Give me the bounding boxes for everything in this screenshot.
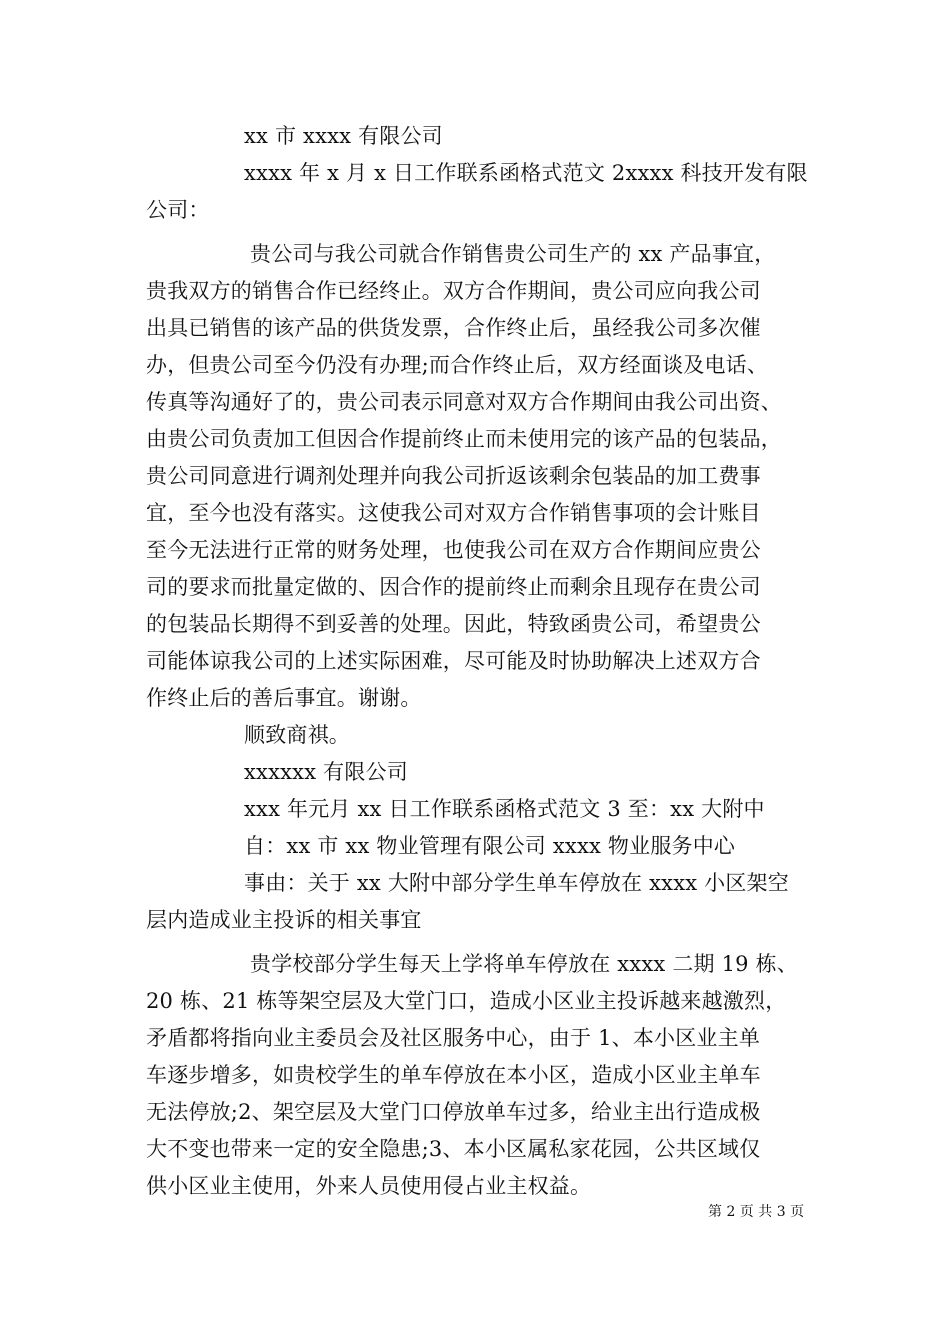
recipient-line: xx 市 xxxx 有限公司 <box>244 124 443 148</box>
subject-line: 事由：关于 xx 大附中部分学生单车停放在 xxxx 小区架空 <box>244 871 789 895</box>
body-line: 出具已销售的该产品的供货发票，合作终止后，虽经我公司多次催 <box>146 316 761 340</box>
body-line: 司能体谅我公司的上述实际困难，尽可能及时协助解决上述双方合 <box>146 649 761 673</box>
body-line: 由贵公司负责加工但因合作提前终止而未使用完的该产品的包装品， <box>146 427 782 451</box>
spacer <box>146 229 806 236</box>
body-line: 贵公司同意进行调剂处理并向我公司折返该剩余包装品的加工费事 <box>146 464 761 488</box>
body-line: 车逐步增多，如贵校学生的单车停放在本小区，造成小区业主单车 <box>146 1063 761 1087</box>
body-line: 无法停放;2、架空层及大堂门口停放单车过多，给业主出行造成极 <box>146 1100 761 1124</box>
body-line: 作终止后的善后事宜。谢谢。 <box>146 686 422 710</box>
date-title-line: xxxx 年 x 月 x 日工作联系函格式范文 2xxxx 科技开发有限 <box>244 161 808 185</box>
body-line: 贵我双方的销售合作已经终止。双方合作期间，贵公司应向我公司 <box>146 279 761 303</box>
body-line: 司的要求而批量定做的、因合作的提前终止而剩余且现存在贵公司 <box>146 575 761 599</box>
closing-line: 顺致商祺。 <box>244 723 350 747</box>
spacer <box>146 939 806 946</box>
body-line: 的包装品长期得不到妥善的处理。因此，特致函贵公司，希望贵公 <box>146 612 761 636</box>
body-line: 20 栋、21 栋等架空层及大堂门口，造成小区业主投诉越来越激烈， <box>146 989 787 1013</box>
body-line: 贵学校部分学生每天上学将单车停放在 xxxx 二期 19 栋、 <box>250 952 798 976</box>
body-line: 宜，至今也没有落实。这使我公司对双方合作销售事项的会计账目 <box>146 501 761 525</box>
page-number: 第 2 页 共 3 页 <box>708 1204 805 1220</box>
body-line: 矛盾都将指向业主委员会及社区服务中心，由于 1、本小区业主单 <box>146 1026 761 1050</box>
document-page <box>146 118 806 1205</box>
body-line: 大不变也带来一定的安全隐患;3、本小区属私家花园，公共区域仅 <box>146 1137 761 1161</box>
sender-line: xxxxxx 有限公司 <box>244 760 408 784</box>
body-line: 供小区业主使用，外来人员使用侵占业主权益。 <box>146 1174 592 1198</box>
body-line: 办，但贵公司至今仍没有办理;而合作终止后，双方经面谈及电话、 <box>146 353 769 377</box>
from-line: 自：xx 市 xx 物业管理有限公司 xxxx 物业服务中心 <box>244 834 736 858</box>
body-line: 贵公司与我公司就合作销售贵公司生产的 xx 产品事宜， <box>250 242 776 266</box>
subject-continuation-line: 层内造成业主投诉的相关事宜 <box>146 908 422 932</box>
date-title-line: xxx 年元月 xx 日工作联系函格式范文 3 至：xx 大附中 <box>244 797 765 821</box>
salutation-line: 公司： <box>146 198 210 222</box>
body-line: 传真等沟通好了的，贵公司表示同意对双方合作期间由我公司出资、 <box>146 390 782 414</box>
body-line: 至今无法进行正常的财务处理，也使我公司在双方合作期间应贵公 <box>146 538 761 562</box>
